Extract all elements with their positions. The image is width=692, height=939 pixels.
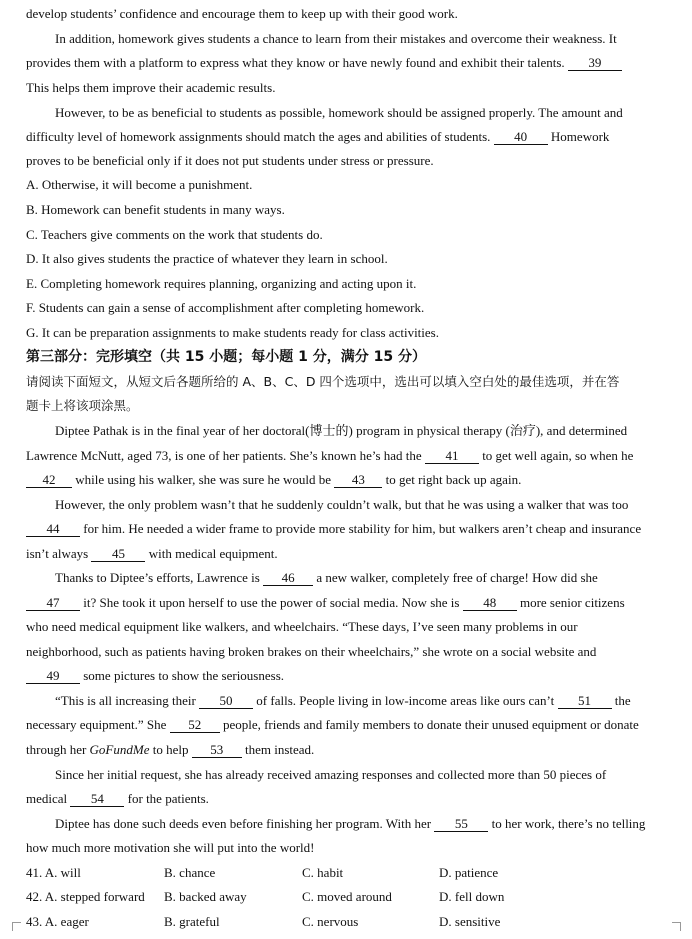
cloze-line xyxy=(26,594,625,612)
option-41-c: C. habit xyxy=(302,865,344,880)
section-instructions: 请阅读下面短文，从短文后各题所给的 A、B、C、D 四个选项中，选出可以填入空白处的最佳选项，并在答 xyxy=(26,374,620,389)
text-segment: it? She took it upon herself to use the power of social media. Now she is xyxy=(83,595,460,610)
text-segment: some pictures to show the seriousness. xyxy=(83,668,285,683)
text-segment: with medical equipment. xyxy=(148,546,278,561)
cloze-line xyxy=(26,447,633,465)
text-segment: for him. He needed a wider frame to provide more stability for him, but walkers aren’t cheap and insurance xyxy=(83,521,642,536)
text-segment: through her xyxy=(26,742,87,757)
cloze-line: how much more motivation she will put into the world! xyxy=(26,840,315,855)
option-41-d: D. patience xyxy=(439,865,499,880)
text-segment: “This is all increasing their xyxy=(55,693,196,708)
text-segment: Homework xyxy=(550,129,610,144)
cloze-line: Since her initial request, she has already received amazing responses and collected more than 50 pieces of xyxy=(55,767,607,782)
text-segment: Thanks to Diptee’s efforts, Lawrence is xyxy=(55,570,260,585)
section-heading: 第三部分：完形填空（共 15 小题；每小题 1 分，满分 15 分） xyxy=(26,349,426,365)
text-segment: to help xyxy=(152,742,189,757)
answer-blank-39: 39 xyxy=(568,56,622,71)
option-43-d: D. sensitive xyxy=(439,914,501,929)
answer-blank-40: 40 xyxy=(494,130,548,145)
option-41-a: 41. A. will xyxy=(26,865,81,880)
choice-b: B. Homework can benefit students in many ways. xyxy=(26,202,285,217)
option-41-b: B. chance xyxy=(164,865,216,880)
cloze-blank-52: 52 xyxy=(170,718,220,733)
cloze-blank-46: 46 xyxy=(263,571,313,586)
cloze-line: neighborhood, such as patients having broken brakes on their wheelchairs,” she wrote on a social website and xyxy=(26,644,597,659)
cloze-line xyxy=(26,741,314,759)
cloze-line: who need medical equipment like walkers, and wheelchairs. “These days, I’ve seen many problems in our xyxy=(26,619,578,634)
cloze-line xyxy=(26,471,521,489)
cloze-blank-48: 48 xyxy=(463,596,517,611)
option-42-b: B. backed away xyxy=(164,889,247,904)
text-segment: necessary equipment.” She xyxy=(26,717,167,732)
passage-line: This helps them improve their academic results. xyxy=(26,80,276,95)
passage-line: develop students’ confidence and encourage them to keep up with their good work. xyxy=(26,6,458,21)
text-segment: difficulty level of homework assignments should match the ages and abilities of students. xyxy=(26,129,491,144)
option-row-41 xyxy=(26,864,666,882)
text-segment: while using his walker, she was sure he would be xyxy=(75,472,332,487)
text-segment: of falls. People living in low-income areas like ours can’t xyxy=(256,693,555,708)
text-segment: more senior citizens xyxy=(519,595,625,610)
choice-c: C. Teachers give comments on the work that students do. xyxy=(26,227,323,242)
cloze-line: Diptee Pathak is in the final year of her doctoral(博士的) program in physical therapy (治疗), and determined xyxy=(55,423,628,438)
cloze-line xyxy=(26,520,641,538)
gofundme-name: GoFundMe xyxy=(89,742,150,757)
text-segment: provides them with a platform to express what they know or have newly found and exhibit their talents. xyxy=(26,55,565,70)
passage-line xyxy=(26,54,622,72)
cloze-blank-41: 41 xyxy=(425,449,479,464)
cloze-line xyxy=(26,790,209,808)
text-segment: people, friends and family members to donate their unused equipment or donate xyxy=(222,717,639,732)
crop-mark-bottom-left xyxy=(12,922,21,931)
text-segment: isn’t always xyxy=(26,546,89,561)
choice-a: A. Otherwise, it will become a punishment. xyxy=(26,177,253,192)
cloze-blank-51: 51 xyxy=(558,694,612,709)
cloze-line xyxy=(55,569,598,587)
cloze-blank-54: 54 xyxy=(70,792,124,807)
cloze-blank-45: 45 xyxy=(91,547,145,562)
text-segment: for the patients. xyxy=(127,791,209,806)
passage-line: In addition, homework gives students a chance to learn from their mistakes and overcome their weakness. It xyxy=(55,31,617,46)
text-segment: Lawrence McNutt, aged 73, is one of her patients. She’s known he’s had the xyxy=(26,448,422,463)
option-row-43 xyxy=(26,913,666,931)
text-segment: the xyxy=(614,693,631,708)
cloze-line xyxy=(55,692,631,710)
passage-line xyxy=(26,128,609,146)
option-42-d: D. fell down xyxy=(439,889,505,904)
option-43-a: 43. A. eager xyxy=(26,914,89,929)
cloze-blank-43: 43 xyxy=(334,473,382,488)
crop-mark-bottom-right xyxy=(672,922,681,931)
cloze-blank-47: 47 xyxy=(26,596,80,611)
choice-g: G. It can be preparation assignments to make students ready for class activities. xyxy=(26,325,439,340)
cloze-blank-44: 44 xyxy=(26,522,80,537)
option-row-42 xyxy=(26,888,666,906)
cloze-blank-50: 50 xyxy=(199,694,253,709)
section-instructions: 题卡上将该项涂黑。 xyxy=(26,398,139,413)
text-segment: to her work, there’s no telling xyxy=(491,816,646,831)
cloze-line xyxy=(26,667,284,685)
cloze-line xyxy=(26,545,278,563)
text-segment: to get well again, so when he xyxy=(482,448,634,463)
choice-f: F. Students can gain a sense of accomplishment after completing homework. xyxy=(26,300,425,315)
option-42-a: 42. A. stepped forward xyxy=(26,889,145,904)
cloze-blank-42: 42 xyxy=(26,473,72,488)
text-segment: a new walker, completely free of charge! How did she xyxy=(316,570,598,585)
cloze-line: However, the only problem wasn’t that he suddenly couldn’t walk, but that he was using a walker that was too xyxy=(55,497,629,512)
option-43-c: C. nervous xyxy=(302,914,359,929)
text-segment: Diptee has done such deeds even before finishing her program. With her xyxy=(55,816,432,831)
cloze-line xyxy=(55,815,645,833)
option-43-b: B. grateful xyxy=(164,914,220,929)
text-segment: them instead. xyxy=(244,742,315,757)
cloze-line xyxy=(26,716,639,734)
cloze-blank-55: 55 xyxy=(434,817,488,832)
cloze-blank-49: 49 xyxy=(26,669,80,684)
text-segment: medical xyxy=(26,791,68,806)
text-segment: to get right back up again. xyxy=(385,472,522,487)
cloze-blank-53: 53 xyxy=(192,743,242,758)
passage-line: However, to be as beneficial to students as possible, homework should be assigned properly. The amount and xyxy=(55,105,623,120)
passage-line: proves to be beneficial only if it does not put students under stress or pressure. xyxy=(26,153,434,168)
option-42-c: C. moved around xyxy=(302,889,392,904)
choice-e: E. Completing homework requires planning, organizing and acting upon it. xyxy=(26,276,417,291)
choice-d: D. It also gives students the practice of whatever they learn in school. xyxy=(26,251,388,266)
